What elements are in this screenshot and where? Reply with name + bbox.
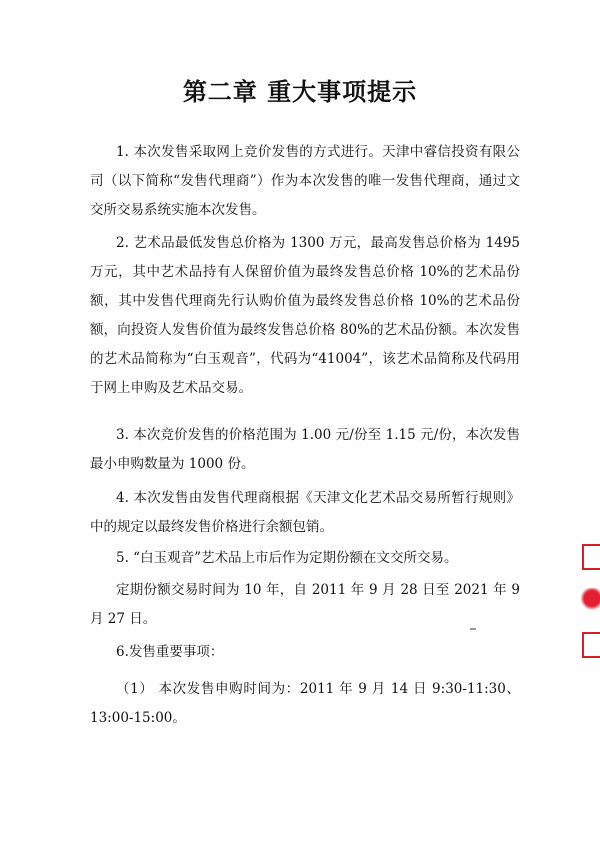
paragraph-6-item-1: （1） 本次发售申购时间为：2011 年 9 月 14 日 9:30-11:30、13:00-15:00。 — [90, 681, 520, 726]
paragraph-5: 5. “白玉观音”艺术品上市后作为定期份额在文交所交易。 — [116, 550, 458, 566]
stamp-fragment-middle — [580, 588, 600, 614]
paragraph-trading-period: 定期份额交易时间为 10 年，自 2011 年 9 月 28 日至 2021 年 9 月 27 日。 — [90, 582, 520, 627]
scan-speck — [470, 628, 476, 630]
paragraph-1: 1. 本次发售采取网上竞价发售的方式进行。天津中睿信投资有限公司（以下简称“发售代理商”）作为本次发售的唯一发售代理商，通过文交所交易系统实施本次发售。 — [90, 144, 520, 218]
stamp-fragment-bottom — [582, 632, 600, 658]
red-seal-stamp-edge — [574, 540, 600, 660]
paragraph-3: 3. 本次竞价发售的价格范围为 1.00 元/份至 1.15 元/份，本次发售最小申购数量为 1000 份。 — [90, 427, 520, 472]
stamp-fragment-top — [582, 544, 600, 570]
paragraph-6-heading: 6.发售重要事项： — [116, 644, 224, 660]
chapter-title: 第二章 重大事项提示 — [182, 78, 418, 106]
paragraph-2: 2. 艺术品最低发售总价格为 1300 万元，最高发售总价格为 1495 万元，其中艺术品持有人保留价值为最终发售总价格 10%的艺术品份额，其中发售代理商先行认购价值为最终发售总价格 10%的艺术品份额，向投资人发售价值为最终发售总价格 80%的艺术品份额。本次发售的艺术品简称为“白玉观音”，代码为“41004”，该艺术品简称及代码用于网上申购及艺术品交易。 — [90, 235, 520, 396]
paragraph-4: 4. 本次发售由发售代理商根据《天津文化艺术品交易所暂行规则》中的规定以最终发售价格进行余额包销。 — [90, 490, 520, 535]
